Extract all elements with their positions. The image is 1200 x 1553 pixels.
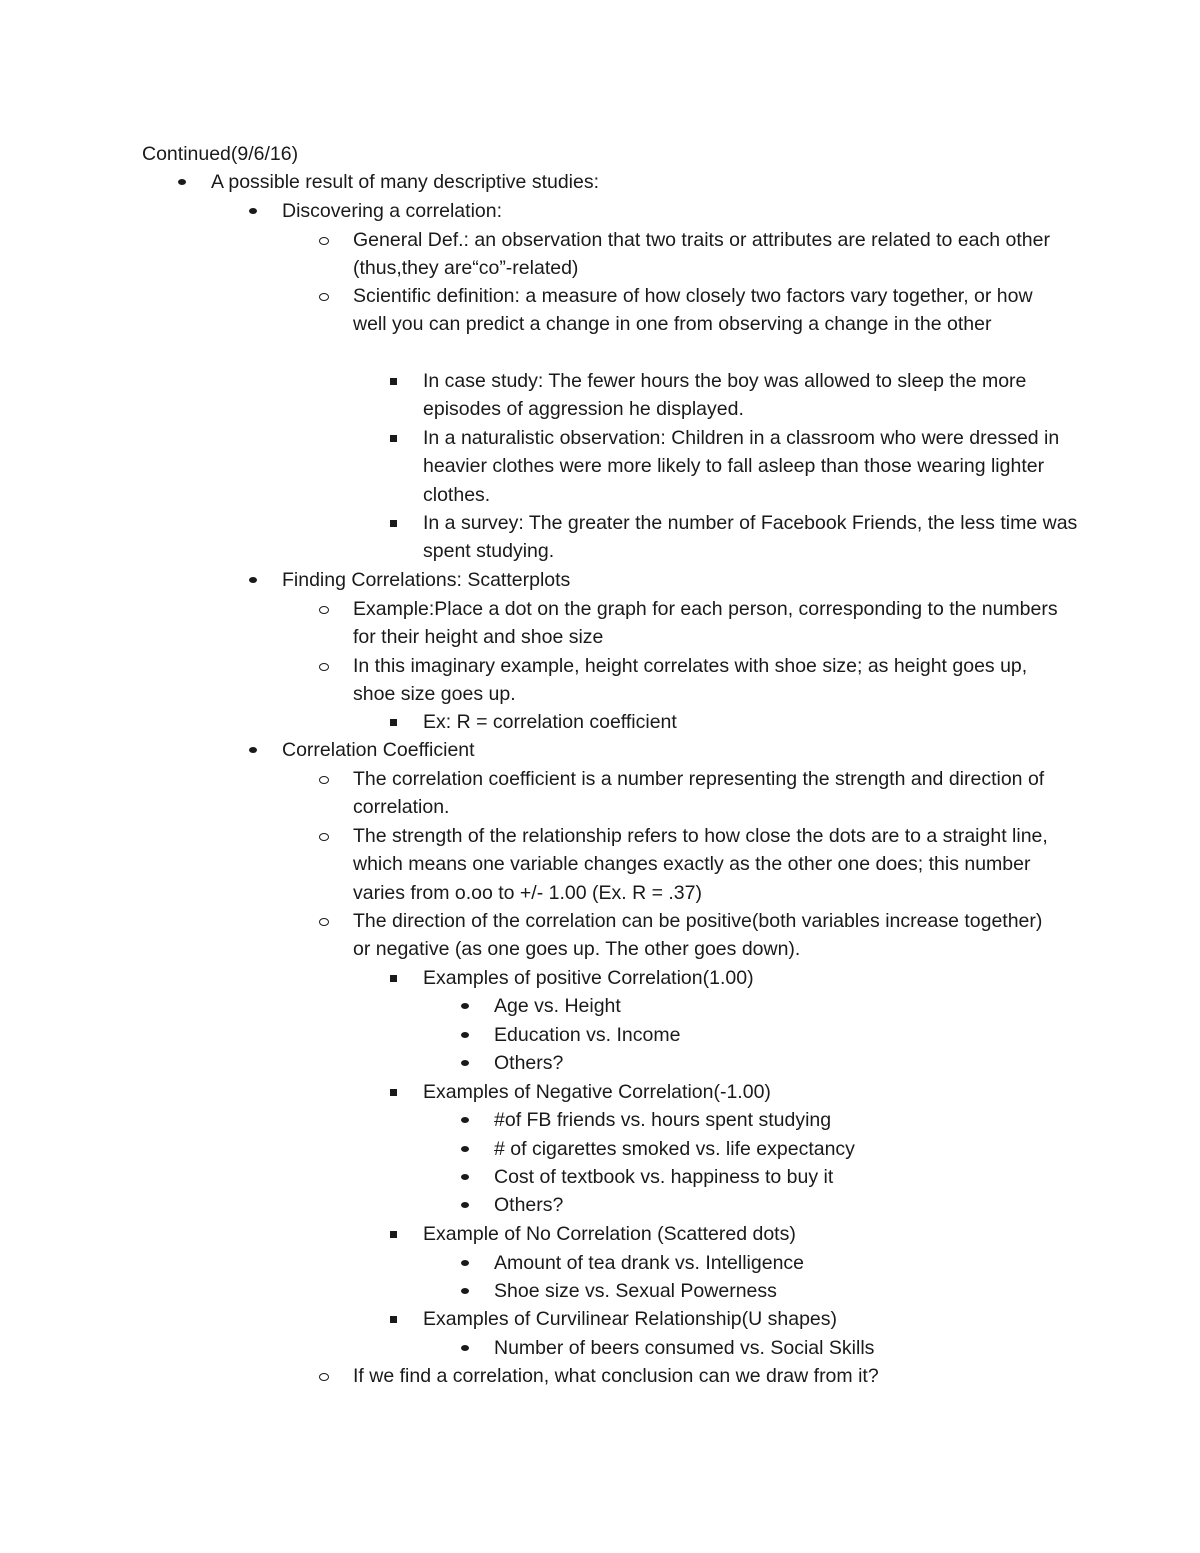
list-item: General Def.: an observation that two traits or attributes are related to each other (thus,they are“co”-related) [353, 226, 1065, 283]
bullet-disc-icon [245, 736, 261, 764]
bullet-disc-icon [457, 1021, 473, 1049]
bullet-disc-icon [457, 1191, 473, 1219]
list-item: Number of beers consumed vs. Social Skills [494, 1334, 1094, 1362]
list-item: Cost of textbook vs. happiness to buy it [494, 1163, 1094, 1191]
list-item: In a naturalistic observation: Children in a classroom who were dressed in heavier clothes were more likely to fall asleep than those wearing lighter clothes. [423, 424, 1078, 509]
bullet-square-icon [386, 1305, 402, 1333]
bullet-circle-icon [316, 282, 332, 310]
bullet-circle-icon [316, 907, 332, 935]
list-item: The correlation coefficient is a number representing the strength and direction of correlation. [353, 765, 1065, 822]
list-item: Examples of Negative Correlation(-1.00) [423, 1078, 1078, 1106]
bullet-disc-icon [457, 1049, 473, 1077]
list-item: Ex: R = correlation coefficient [423, 708, 1078, 736]
list-item: # of cigarettes smoked vs. life expectancy [494, 1135, 1094, 1163]
list-item: The strength of the relationship refers to how close the dots are to a straight line, which means one variable changes exactly as the other one does; this number varies from o.oo to +/- 1.00 (Ex. R = .37) [353, 822, 1065, 907]
list-item: Scientific definition: a measure of how closely two factors vary together, or how well you can predict a change in one from observing a change in the other [353, 282, 1065, 339]
list-item: In case study: The fewer hours the boy was allowed to sleep the more episodes of aggression he displayed. [423, 367, 1078, 424]
list-item: #of FB friends vs. hours spent studying [494, 1106, 1094, 1134]
list-item: Age vs. Height [494, 992, 1094, 1020]
bullet-circle-icon [316, 765, 332, 793]
list-item: Correlation Coefficient [282, 736, 1102, 764]
bullet-disc-icon [457, 1249, 473, 1277]
list-item: Shoe size vs. Sexual Powerness [494, 1277, 1094, 1305]
bullet-disc-icon [457, 1135, 473, 1163]
bullet-square-icon [386, 367, 402, 395]
list-item: Examples of Curvilinear Relationship(U shapes) [423, 1305, 1078, 1333]
list-item: Examples of positive Correlation(1.00) [423, 964, 1078, 992]
list-item: Amount of tea drank vs. Intelligence [494, 1249, 1094, 1277]
list-item: In this imaginary example, height correlates with shoe size; as height goes up, shoe size goes up. [353, 652, 1065, 709]
list-item: Example of No Correlation (Scattered dots) [423, 1220, 1078, 1248]
list-item: Education vs. Income [494, 1021, 1094, 1049]
bullet-circle-icon [316, 226, 332, 254]
bullet-disc-icon [245, 197, 261, 225]
bullet-disc-icon [457, 1277, 473, 1305]
bullet-square-icon [386, 424, 402, 452]
bullet-square-icon [386, 1078, 402, 1106]
list-item: Others? [494, 1191, 1094, 1219]
list-item: The direction of the correlation can be positive(both variables increase together) or negative (as one goes up. The other goes down). [353, 907, 1065, 964]
list-item: Example:Place a dot on the graph for each person, corresponding to the numbers for their height and shoe size [353, 595, 1065, 652]
bullet-circle-icon [316, 1362, 332, 1390]
bullet-square-icon [386, 509, 402, 537]
bullet-disc-icon [457, 992, 473, 1020]
bullet-square-icon [386, 1220, 402, 1248]
bullet-disc-icon [457, 1334, 473, 1362]
page-heading: Continued(9/6/16) [142, 143, 299, 165]
list-item: If we find a correlation, what conclusion can we draw from it? [353, 1362, 1065, 1390]
list-item: Discovering a correlation: [282, 197, 1102, 225]
bullet-disc-icon [174, 168, 190, 196]
bullet-square-icon [386, 708, 402, 736]
bullet-disc-icon [457, 1106, 473, 1134]
bullet-circle-icon [316, 595, 332, 623]
list-item: Others? [494, 1049, 1094, 1077]
list-item: A possible result of many descriptive studies: [211, 168, 1111, 196]
bullet-circle-icon [316, 822, 332, 850]
bullet-disc-icon [245, 566, 261, 594]
bullet-circle-icon [316, 652, 332, 680]
bullet-disc-icon [457, 1163, 473, 1191]
list-item: In a survey: The greater the number of Facebook Friends, the less time was spent studying. [423, 509, 1078, 566]
list-item: Finding Correlations: Scatterplots [282, 566, 1102, 594]
bullet-square-icon [386, 964, 402, 992]
